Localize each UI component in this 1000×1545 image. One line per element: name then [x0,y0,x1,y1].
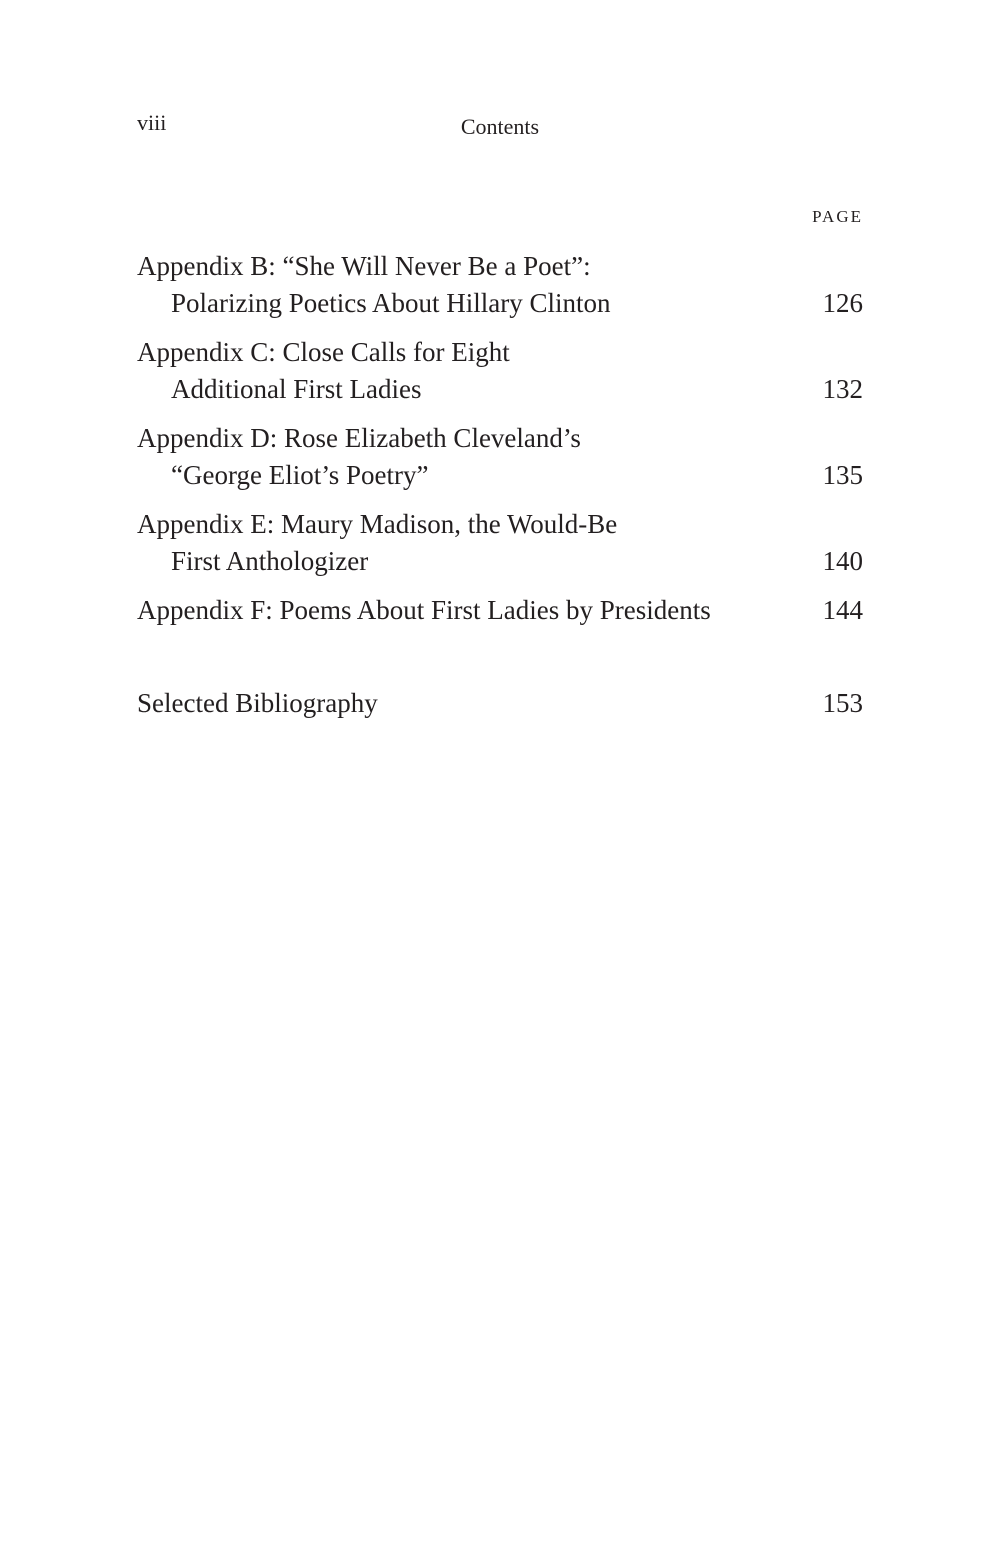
page-number: viii [137,110,167,135]
toc-entry-title-line: Appendix E: Maury Madison, the Would-Be [137,509,618,539]
toc-entry-selected-bibliography[interactable] [137,685,863,722]
toc-entry-title-line: Appendix D: Rose Elizabeth Cleveland’s [137,423,581,453]
toc-entry-page: 144 [822,595,863,625]
toc-entry-title [137,685,378,722]
toc-entry-appendix-d[interactable] [137,420,863,494]
toc-entry-title-line: Polarizing Poetics About Hillary Clinton [171,288,611,318]
toc-entry-page: 140 [822,546,863,576]
toc-entry-title-line: Additional First Ladies [171,374,422,404]
toc-entry-title [137,334,510,408]
toc-entry-appendix-e[interactable] [137,506,863,580]
toc-entry-page: 132 [822,374,863,404]
toc-entry-appendix-b[interactable] [137,248,863,322]
toc-entry-title-line: “George Eliot’s Poetry” [171,460,429,490]
toc-entry-title [137,420,581,494]
page-column-label: PAGE [812,207,863,226]
toc-entry-page: 126 [822,288,863,318]
toc-entry-title-line: Selected Bibliography [137,688,378,718]
toc-entry-page: 135 [822,460,863,490]
toc-entry-title-line: First Anthologizer [171,546,369,576]
toc-entry-title [137,248,610,322]
table-of-contents [137,248,863,734]
toc-entry-appendix-c[interactable] [137,334,863,408]
toc-entry-title-line: Appendix B: “She Will Never Be a Poet”: [137,251,591,281]
toc-entry-appendix-f[interactable] [137,592,863,629]
running-head: Contents [460,114,540,139]
toc-entry-title-line: Appendix C: Close Calls for Eight [137,337,510,367]
toc-entry-page: 153 [822,688,863,718]
toc-entry-title [137,592,711,629]
toc-entry-title [137,506,617,580]
toc-entry-title-line: Appendix F: Poems About First Ladies by Presidents [137,595,711,625]
